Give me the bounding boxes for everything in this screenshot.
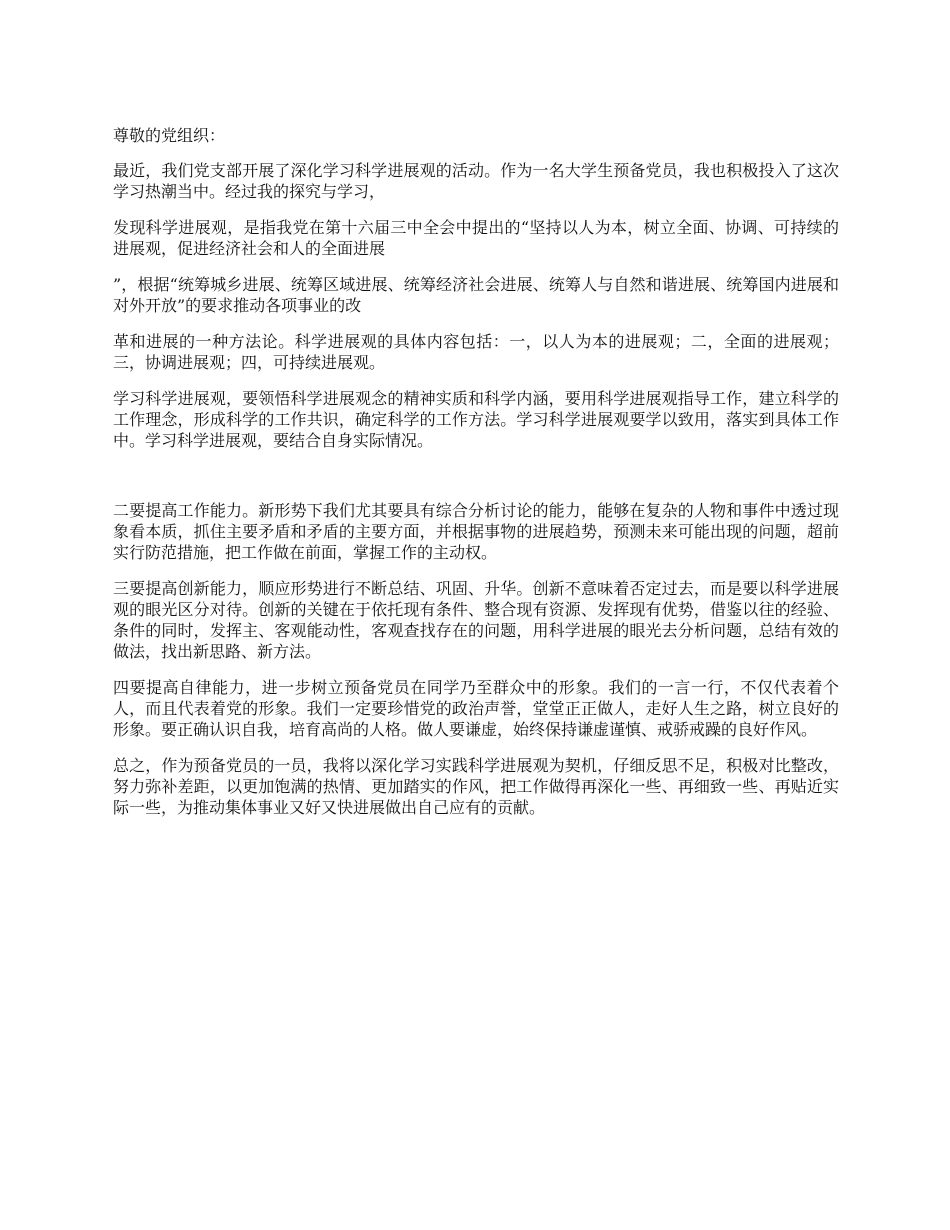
paragraph-4: 革和进展的一种方法论。科学进展观的具体内容包括：一，以人为本的进展观；二，全面的进展观；三，协调进展观；四，可持续进展观。 bbox=[113, 332, 839, 372]
document-page bbox=[113, 125, 839, 833]
paragraph-1: 最近，我们党支部开展了深化学习科学进展观的活动。作为一名大学生预备党员，我也积极投入了这次学习热潮当中。经过我的探究与学习， bbox=[113, 161, 839, 201]
paragraph-9: 总之，作为预备党员的一员，我将以深化学习实践科学进展观为契机，仔细反思不足，积极对比整改，努力弥补差距，以更加饱满的热情、更加踏实的作风，把工作做得再深化一些、再细致一些、再贴近实际一些，为推动集体事业又好又快进展做出自己应有的贡献。 bbox=[113, 756, 839, 817]
section-gap bbox=[113, 466, 839, 500]
salutation: 尊敬的党组织： bbox=[113, 126, 226, 145]
paragraph-8: 四要提高自律能力，进一步树立预备党员在同学乃至群众中的形象。我们的一言一行，不仅代表着个人，而且代表着党的形象。我们一定要珍惜党的政治声誉，堂堂正正做人，走好人生之路，树立良好的形象。要正确认识自我，培育高尚的人格。做人要谦虚，始终保持谦虚谨慎、戒骄戒躁的良好作风。 bbox=[113, 678, 839, 739]
paragraph-5: 学习科学进展观，要领悟科学进展观念的精神实质和科学内涵，要用科学进展观指导工作，建立科学的工作理念，形成科学的工作共识，确定科学的工作方法。学习科学进展观要学以致用，落实到具体工作中。学习科学进展观，要结合自身实际情况。 bbox=[113, 389, 839, 450]
paragraph-2: 发现科学进展观，是指我党在第十六届三中全会中提出的“坚持以人为本，树立全面、协调、可持续的进展观，促进经济社会和人的全面进展 bbox=[113, 218, 839, 258]
paragraph-3: ”，根据“统筹城乡进展、统筹区域进展、统筹经济社会进展、统筹人与自然和谐进展、统筹国内进展和对外开放”的要求推动各项事业的改 bbox=[113, 275, 839, 315]
paragraph-7: 三要提高创新能力，顺应形势进行不断总结、巩固、升华。创新不意味着否定过去，而是要以科学进展观的眼光区分对待。创新的关键在于依托现有条件、整合现有资源、发挥现有优势，借鉴以往的经验、条件的同时，发挥主、客观能动性，客观查找存在的问题，用科学进展的眼光去分析问题，总结有效的做法，找出新思路、新方法。 bbox=[113, 579, 839, 661]
paragraph-6: 二要提高工作能力。新形势下我们尤其要具有综合分析讨论的能力，能够在复杂的人物和事件中透过现象看本质，抓住主要矛盾和矛盾的主要方面，并根据事物的进展趋势，预测未来可能出现的问题，超前实行防范措施，把工作做在前面，掌握工作的主动权。 bbox=[113, 501, 839, 562]
